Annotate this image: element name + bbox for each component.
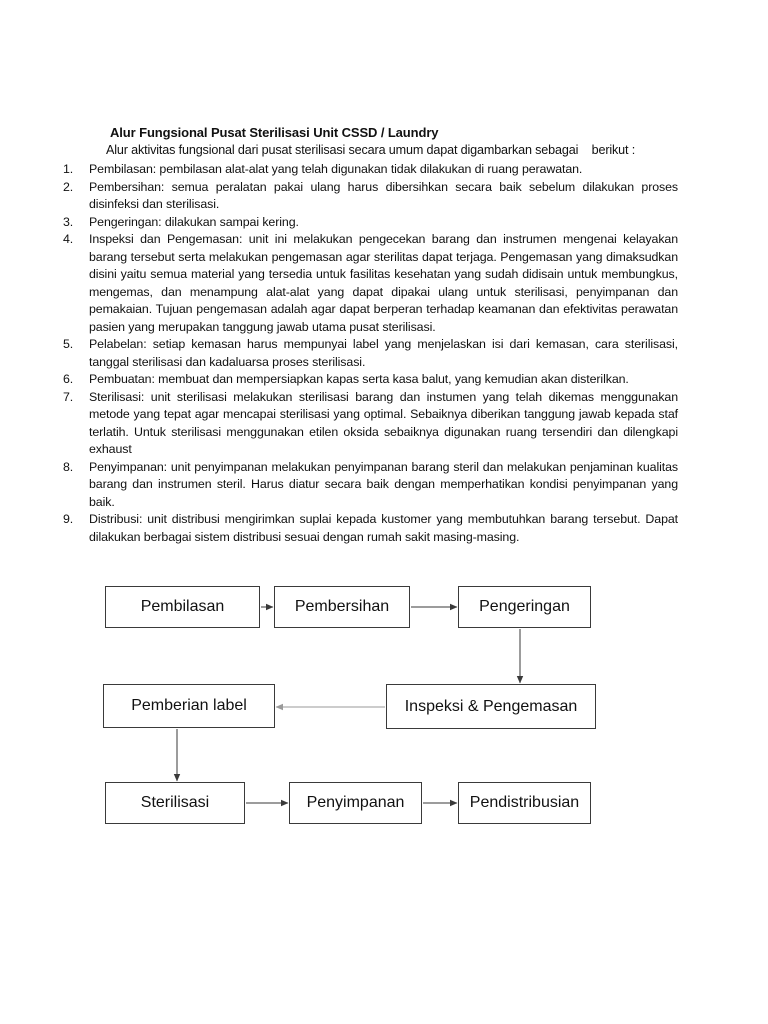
list-item — [63, 371, 678, 389]
item-text: Pembuatan: membuat dan mempersiapkan kapas serta kasa balut, yang kemudian akan disterilkan. — [89, 372, 629, 386]
item-number: 2. — [63, 179, 74, 194]
list-item — [63, 459, 678, 512]
list-item — [63, 214, 678, 232]
steps-list — [63, 161, 678, 546]
flow-box-pembersihan: Pembersihan — [274, 586, 410, 628]
item-number: 3. — [63, 214, 74, 229]
list-item — [63, 511, 678, 546]
item-text: Pembersihan: semua peralatan pakai ulang harus dibersihkan secara baik sebelum dilakukan proses disinfeksi dan sterilisasi. — [89, 179, 678, 211]
flow-box-label: Pemberian label — [103, 684, 275, 728]
item-text: Sterilisasi: unit sterilisasi melakukan sterilisasi barang dan instumen yang telah dikemas menggunakan metode yang tepat agar mencapai sterilisasi yang optimal. Sebaiknya diberikan tanggung jawab kepada staf terlatih. Untuk sterilisasi menggunakan etilen oksida sebaiknya digunakan ruang tersendiri dan dilengkapi exhaust — [89, 389, 678, 456]
item-number: 7. — [63, 389, 74, 404]
flow-box-pengeringan: Pengeringan — [458, 586, 591, 628]
item-text: Pengeringan: dilakukan sampai kering. — [89, 214, 299, 229]
item-text: Pembilasan: pembilasan alat-alat yang telah digunakan tidak dilakukan di ruang perawatan. — [89, 162, 583, 176]
flow-box-inspeksi: Inspeksi & Pengemasan — [386, 684, 596, 729]
list-item — [63, 161, 678, 179]
list-item — [63, 231, 678, 336]
list-item — [63, 336, 678, 371]
flow-box-sterilisasi: Sterilisasi — [105, 782, 245, 824]
item-number: 8. — [63, 459, 74, 474]
item-number: 1. — [63, 162, 74, 176]
document-intro: Alur aktivitas fungsional dari pusat sterilisasi secara umum dapat digambarkan sebagai berikut : — [106, 143, 636, 157]
item-text: Inspeksi dan Pengemasan: unit ini melakukan pengecekan barang dan instrumen mengenai kelayakan barang tersebut serta melakukan pengemasan agar sterilitas dapat terjaga. Pengemasan yang dimaksudkan disini yaitu semua material yang tersedia untuk fasilitas kesehatan yang sudah didisain untuk membungkus, mengemas, dan menampung alat-alat yang dapat dipakai ulang untuk sterilisasi, penyimpanan dan pemakaian. Tujuan pengemasan adalah agar dapat berperan terhadap keamanan dan efektivitas perawatan pasien yang merupakan tanggung jawab utama pusat sterilisasi. — [89, 232, 678, 334]
document-title: Alur Fungsional Pusat Sterilisasi Unit CSSD / Laundry — [110, 125, 439, 140]
flow-box-pembilasan: Pembilasan — [105, 586, 260, 628]
list-item — [63, 389, 678, 459]
item-text: Distribusi: unit distribusi mengirimkan suplai kepada kustomer yang membutuhkan barang tersebut. Dapat dilakukan berbagai sistem distribusi sesuai dengan rumah sakit masing-masing. — [89, 512, 678, 544]
item-number: 6. — [63, 372, 74, 386]
item-text: Pelabelan: setiap kemasan harus mempunyai label yang menjelaskan isi dari kemasan, cara sterilisasi, tanggal sterilisasi dan kadaluarsa proses sterilisasi. — [89, 337, 678, 369]
flow-box-distribusi: Pendistribusian — [458, 782, 591, 824]
list-item — [63, 179, 678, 214]
flow-box-penyimpanan: Penyimpanan — [289, 782, 422, 824]
item-number: 9. — [63, 512, 74, 526]
item-number: 5. — [63, 337, 74, 351]
item-text: Penyimpanan: unit penyimpanan melakukan penyimpanan barang steril dan melakukan penjaminan kualitas barang dan instrumen steril. Harus diatur secara baik dengan memperhatikan kondisi penyimpanan yang baik. — [89, 459, 678, 509]
item-number: 4. — [63, 232, 74, 246]
